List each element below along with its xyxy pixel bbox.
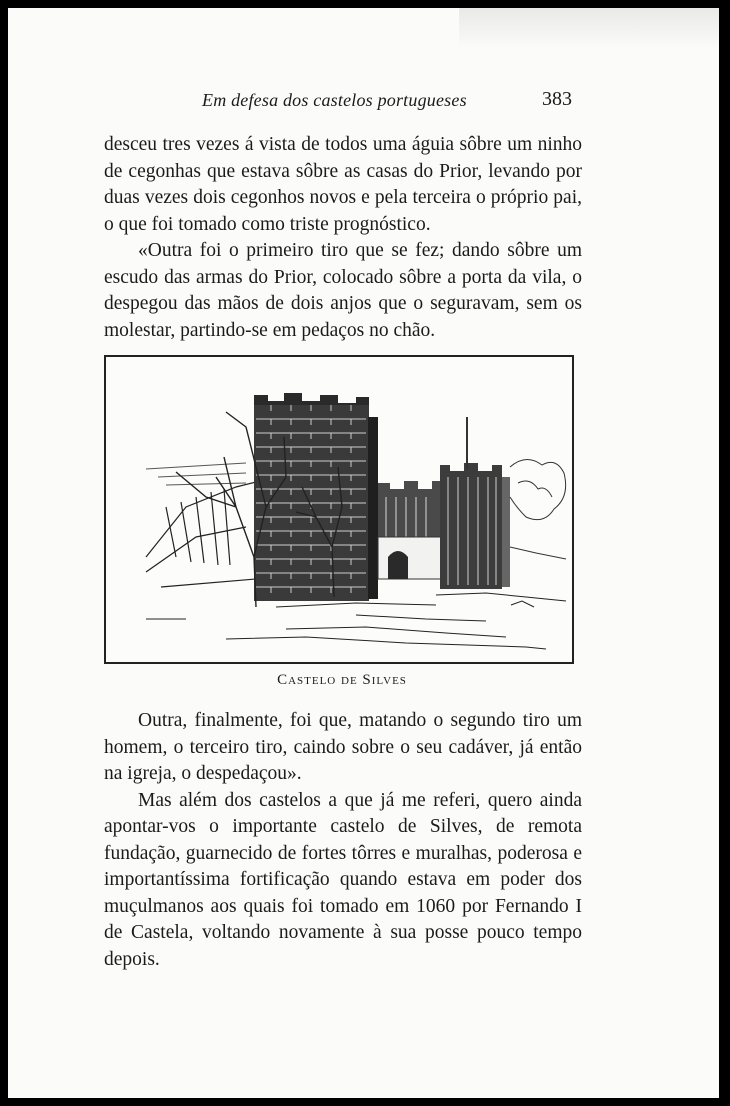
castle-drawing [106,357,572,662]
text-block-bottom [104,708,582,973]
right-foliage [510,459,566,559]
running-title: Em defesa dos castelos portugueses [202,90,467,110]
foreground [146,593,566,649]
page-number: 383 [542,88,572,110]
text-block-top [104,132,582,344]
castle-illustration [104,355,574,664]
paragraph-third-omen: Outra, finalmente, foi que, matando o segundo tiro um homem, o terceiro tiro, caindo sobre o seu cadáver, já então na igreja, o despedaçou». [104,710,582,784]
curtain-wall [378,481,442,579]
figure-caption: Castelo de Silves [277,672,407,688]
paragraph-first-shot: «Outra foi o primeiro tiro que se fez; dando sôbre um escudo das armas do Prior, colocado sôbre a porta da vila, o despegou das mãos de dois anjos que o seguravam, sem os molestar, partindo-se em pedaços no chão. [104,240,582,341]
right-tower [440,417,510,589]
book-page [8,8,719,1098]
paragraph-silves: Mas além dos castelos a que já me referi, quero ainda apontar-vos o importante castelo de Silves, de remota fundação, guarnecido de fortes tôrres e muralhas, poderosa e importantíssima fortificação quando estava em poder dos muçulmanos aos quais foi tomado em 1060 por Fernando I de Castela, voltando novamente à sua posse pouco tempo depois. [104,789,582,970]
sky-strokes [146,463,246,485]
paragraph-continued: desceu tres vezes á vista de todos uma águia sôbre um ninho de cegonhas que estava sôbre as casas do Prior, levando por duas vezes dois cegonhos novos e pela terceira o próprio pai, o que foi tomado como triste prognóstico. [104,134,582,235]
